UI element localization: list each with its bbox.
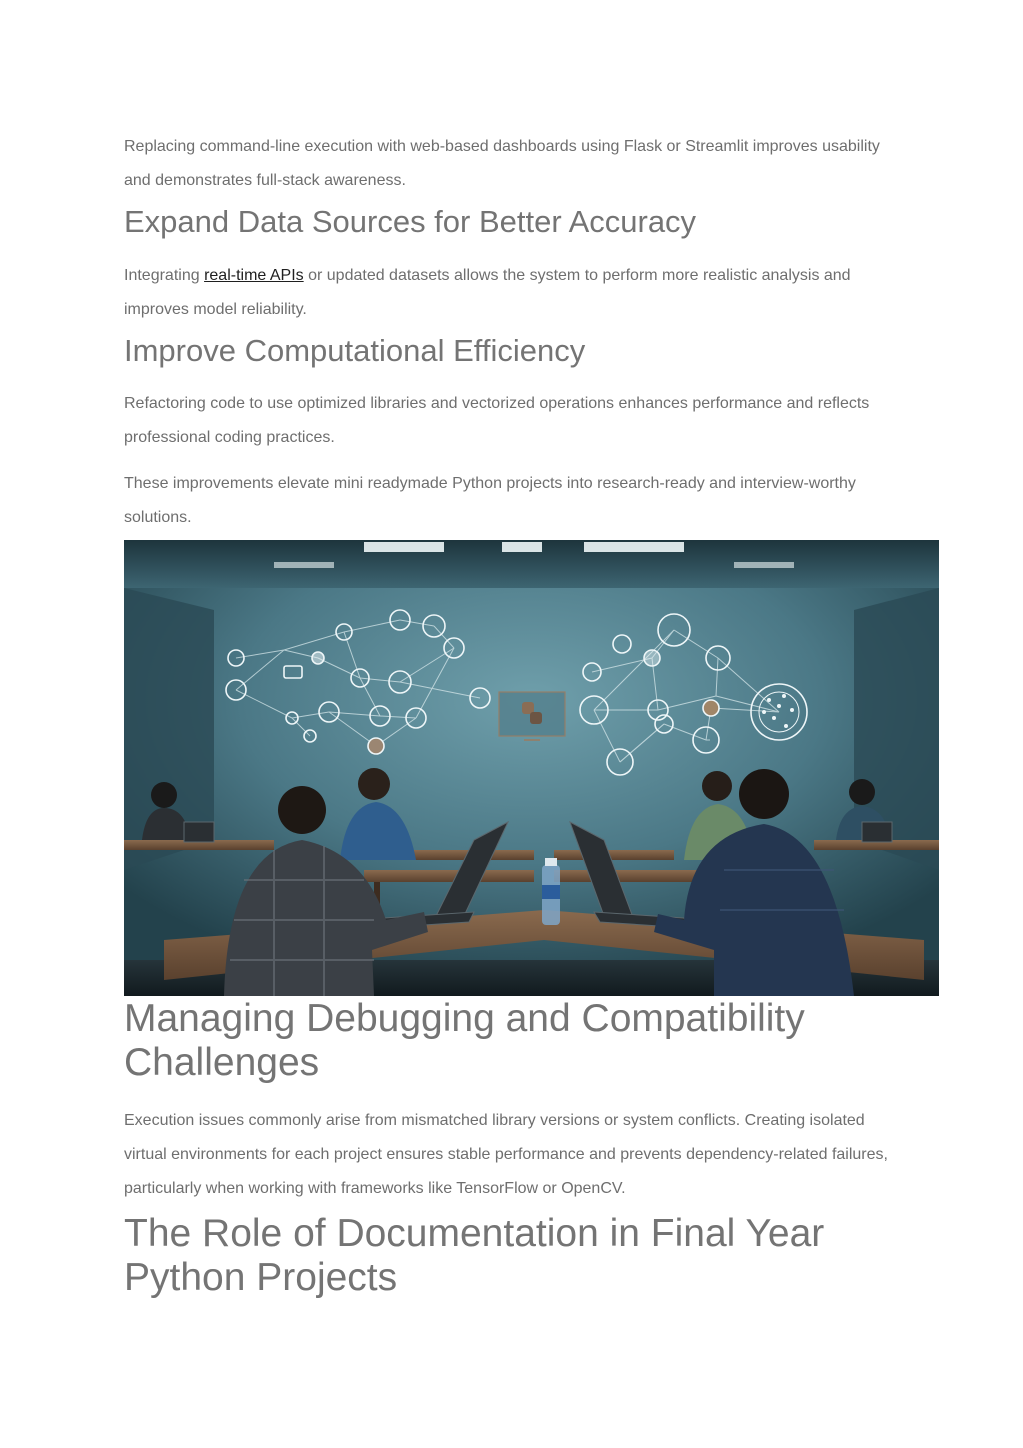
- node-brown-right: [703, 700, 719, 716]
- paragraph-data-sources: [124, 259, 904, 327]
- paragraph-execution-issues: Execution issues commonly arise from mismatched library versions or system conflicts. Creating isolated virtual environments for each project ensures stable performance and prevents dependency-related failures, particularly when working with frameworks like TensorFlow or OpenCV.: [124, 1112, 888, 1197]
- water-bottle: [542, 858, 560, 925]
- paragraph-improvements: These improvements elevate mini readymade Python projects into research-ready and interview-worthy solutions.: [124, 475, 856, 526]
- node-filled-left: [312, 652, 324, 664]
- heading-role-of-documentation: The Role of Documentation in Final Year Python Projects: [124, 1212, 825, 1299]
- heading-expand-data-sources: Expand Data Sources for Better Accuracy: [124, 204, 697, 239]
- node-brown-left: [368, 738, 384, 754]
- python-logo-screen: [499, 692, 565, 740]
- paragraph-data-sources-rest: or updated datasets allows the system to perform more realistic analysis and improves model reliability.: [124, 267, 851, 318]
- paragraph-refactoring: Refactoring code to use optimized libraries and vectorized operations enhances performance and reflects professional coding practices.: [124, 395, 870, 446]
- paragraph-dashboards: Replacing command-line execution with web-based dashboards using Flask or Streamlit improves usability and demonstrates full-stack awareness.: [124, 138, 880, 189]
- classroom-illustration: [124, 540, 939, 996]
- heading-improve-efficiency: Improve Computational Efficiency: [124, 333, 586, 368]
- paragraph-data-sources-lead: Integrating: [124, 267, 205, 284]
- node-filled-right: [644, 650, 660, 666]
- heading-managing-debugging: Managing Debugging and Compatibility Challenges: [124, 997, 805, 1084]
- real-time-apis-link[interactable]: real-time APIs: [204, 267, 304, 284]
- classroom-photo: [124, 540, 939, 996]
